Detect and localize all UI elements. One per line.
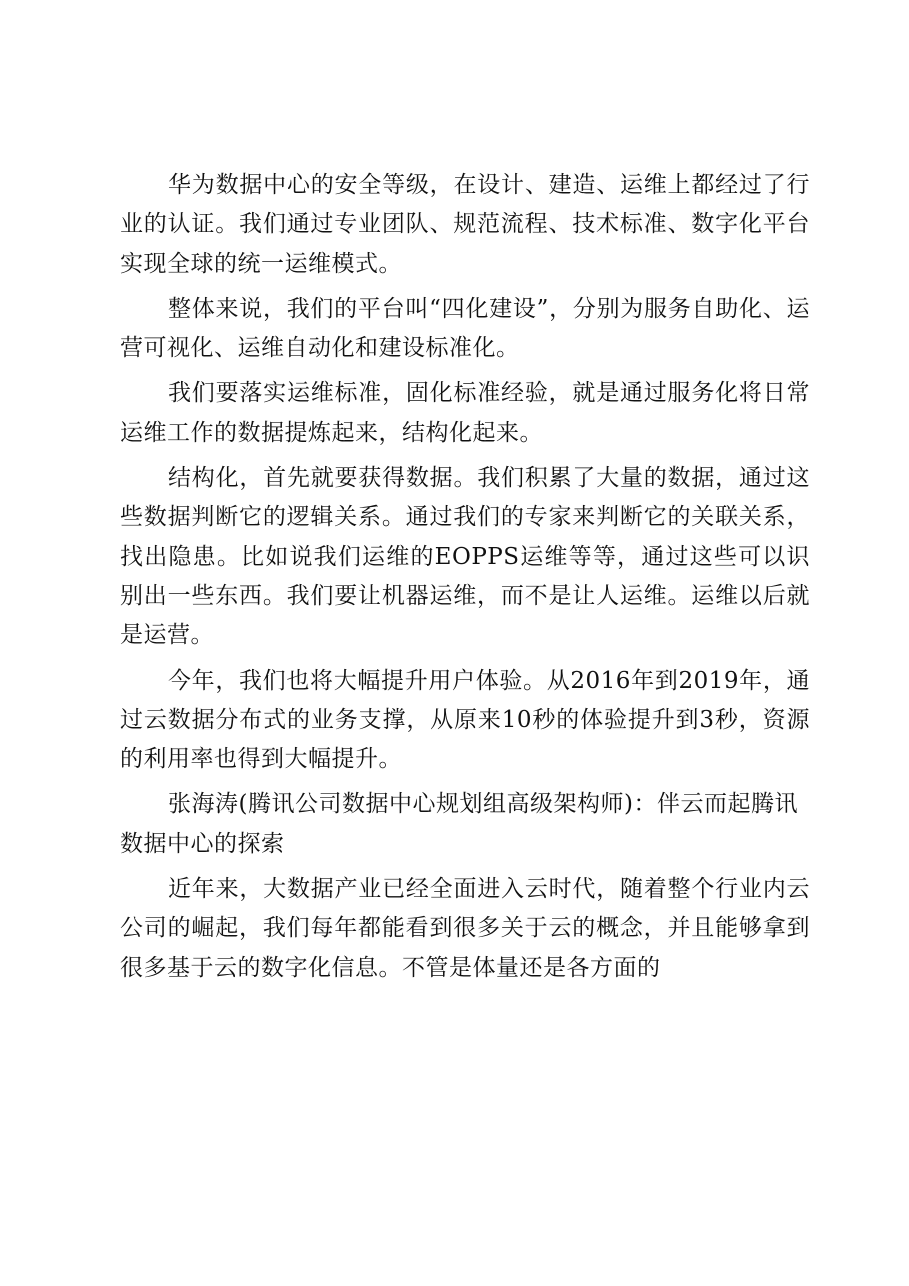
document-body xyxy=(120,166,810,994)
paragraph-huawei-security: 华为数据中心的安全等级，在设计、建造、运维上都经过了行业的认证。我们通过专业团队、规范流程、技术标准、数字化平台实现全球的统一运维模式。 xyxy=(120,172,810,277)
speaker-heading: 张海涛(腾讯公司数据中心规划组高级架构师)：伴云而起腾讯数据中心的探索 xyxy=(120,791,798,857)
paragraph-structuring-data: 结构化，首先就要获得数据。我们积累了大量的数据，通过这些数据判断它的逻辑关系。通过我们的专家来判断它的关联关系，找出隐患。比如说我们运维的EOPPS运维等等，通过这些可以识别出一些东西。我们要让机器运维，而不是让人运维。运维以后就是运营。 xyxy=(120,465,810,649)
paragraph-operations-standard: 我们要落实运维标准，固化标准经验，就是通过服务化将日常运维工作的数据提炼起来，结构化起来。 xyxy=(120,380,810,446)
paragraph-user-experience: 今年，我们也将大幅提升用户体验。从2016年到2019年，通过云数据分布式的业务支撑，从原来10秒的体验提升到3秒，资源的利用率也得到大幅提升。 xyxy=(120,667,810,773)
paragraph-four-modernizations: 整体来说，我们的平台叫“四化建设”，分别为服务自助化、运营可视化、运维自动化和建设标准化。 xyxy=(120,295,810,362)
paragraph-cloud-era: 近年来，大数据产业已经全面进入云时代，随着整个行业内云公司的崛起，我们每年都能看到很多关于云的概念，并且能够拿到很多基于云的数字化信息。不管是体量还是各方面的 xyxy=(120,876,810,981)
